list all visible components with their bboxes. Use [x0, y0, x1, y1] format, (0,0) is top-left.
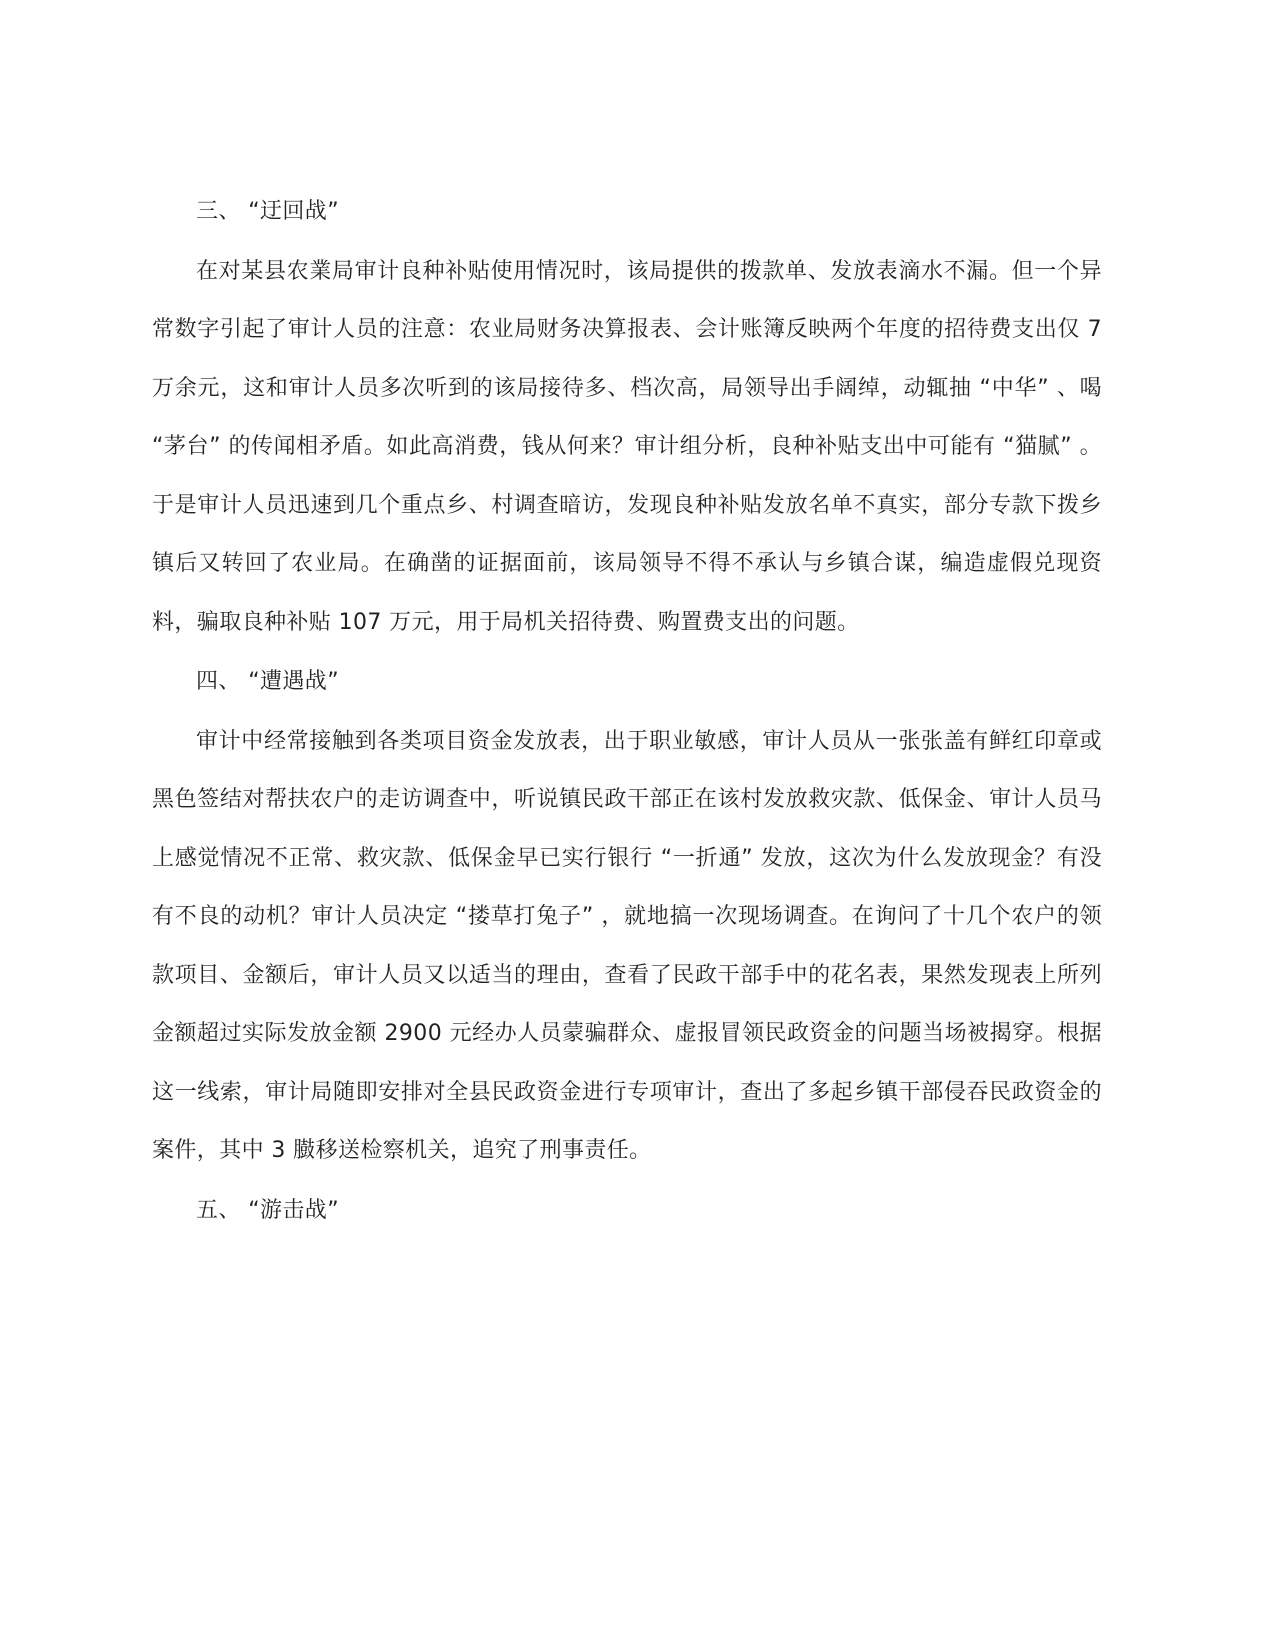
document-body: [152, 183, 1102, 1241]
section-paragraph-3: 在对某县农業局审计良种补贴使用情况时，该局提供的拨款单、发放表滴水不漏。但一个异常数字引起了审计人员的注意：农业局财务决算报表、会计账簿反映两个年度的招待费支出仅 7 万余元，这和审计人员多次听到的该局接待多、档次高，局领导出手阔绰，动辄抽 “中华” 、喝 “茅台” 的传闻相矛盾。如此高消费，钱从何来？审计组分析，良种补贴支出中可能有 “猫腻” 。于是审计人员迅速到几个重点乡、村调查暗访，发现良种补贴发放名单不真实，部分专款下拨乡镇后又转回了农业局。在确凿的证据面前，该局领导不得不承认与乡镇合谋，编造虚假兑现资料，骗取良种补贴 107 万元，用于局机关招待费、购置费支出的问题。: [152, 258, 1102, 635]
section-paragraph-4: 审计中经常接触到各类项目资金发放表，出于职业敏感，审计人员从一张张盖有鲜红印章或黑色签结对帮扶农户的走访调查中，听说镇民政干部正在该村发放救灾款、低保金、审计人员马上感觉情况不正常、救灾款、低保金早已实行银行 “一折通” 发放，这次为什么发放现金？有没有不良的动机？审计人员决定 “搂草打兔子” ，就地搞一次现场调查。在询问了十几个农户的领款项目、金额后，审计人员又以适当的理由，查看了民政干部手中的花名表，果然发现表上所列金额超过实际发放金额 2900 元经办人员蒙骗群众、虚报冒领民政资金的问题当场被揭穿。根据这一线索，审计局随即安排对全县民政资金进行专项审计，查出了多起乡镇干部侵吞民政资金的案件，其中 3 臌移送检察机关，追究了刑事责任。: [152, 728, 1102, 1163]
section-heading-4: 四、 “遭遇战”: [196, 669, 339, 694]
section-heading-5: 五、 “游击战”: [196, 1197, 339, 1223]
section-heading-3: 三、 “迂回战”: [196, 199, 339, 224]
